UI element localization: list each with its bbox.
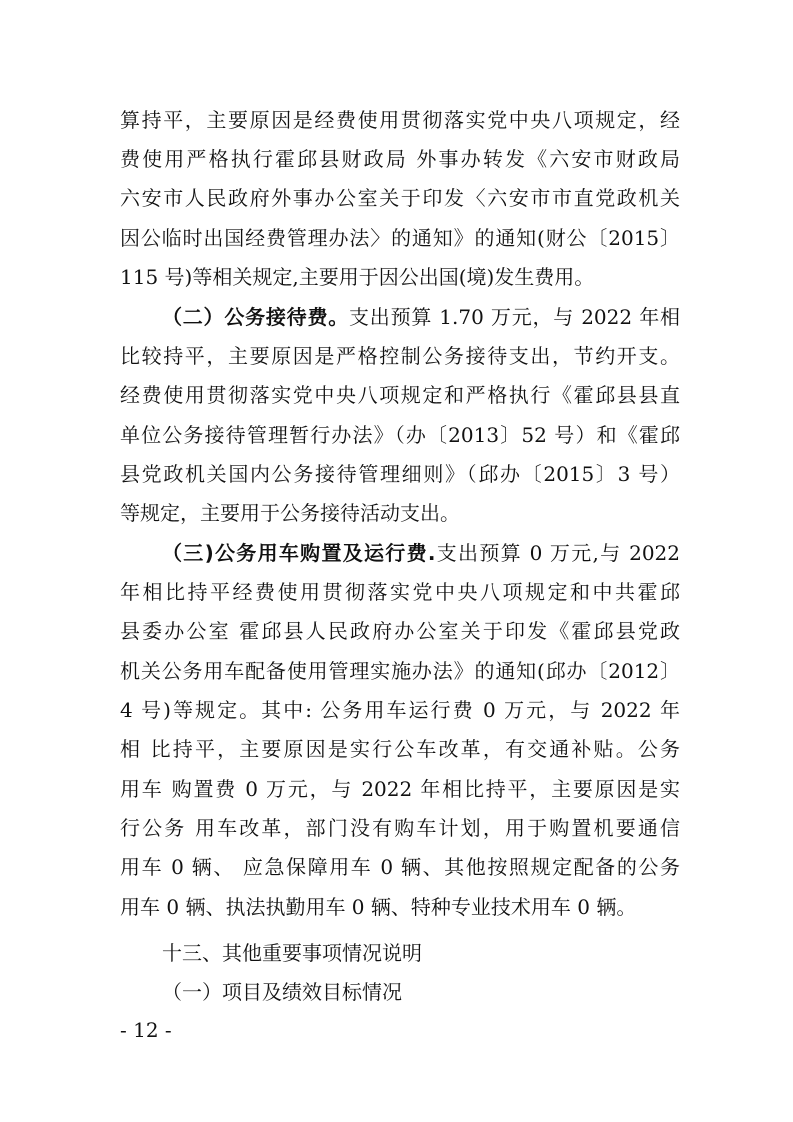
paragraph-first-line: [162, 537, 680, 569]
paragraph-lead-heading: （二）公务接待费。: [162, 305, 350, 329]
section-heading: 十三、其他重要事项情况说明: [162, 941, 422, 965]
body-text-line: 用车 0 辆、 应急保障用车 0 辆、其他按照规定配备的公务: [120, 855, 680, 879]
body-text-line: 等规定，主要用于公务接待活动支出。: [120, 501, 460, 525]
body-text-line: 县委办公室 霍邱县人民政府办公室关于印发《霍邱县党政: [120, 619, 680, 643]
body-text-line: 年相比持平经费使用贯彻落实党中央八项规定和中共霍邱: [120, 580, 680, 604]
body-text-line: 相 比持平，主要原因是实行公车改革，有交通补贴。公务: [120, 737, 680, 761]
body-text-line: 六安市人民政府外事办公室关于印发〈六安市市直党政机关: [120, 186, 680, 210]
paragraph-first-line-text: 支出预算 0 万元,与 2022: [435, 541, 680, 565]
paragraph-first-line-text: 支出预算 1.70 万元，与 2022 年相: [349, 305, 680, 329]
body-text-line: 费使用严格执行霍邱县财政局 外事办转发《六安市财政局: [120, 147, 680, 171]
paragraph-first-line: [162, 301, 680, 333]
body-text-line: 115 号)等相关规定,主要用于因公出国(境)发生费用。: [120, 265, 595, 289]
body-text-line: 经费使用贯彻落实党中央八项规定和严格执行《霍邱县县直: [120, 383, 680, 407]
body-text-line: 县党政机关国内公务接待管理细则》（邱办〔2015〕3 号）: [120, 462, 680, 486]
subsection-heading: （一）项目及绩效目标情况: [162, 980, 402, 1004]
body-text-line: 算持平，主要原因是经费使用贯彻落实党中央八项规定，经: [120, 108, 680, 132]
page-number: - 12 -: [120, 1018, 172, 1042]
body-text-line: 因公临时出国经费管理办法〉的通知》的通知(财公〔2015〕: [120, 226, 680, 250]
body-text-line: 用车 0 辆、执法执勤用车 0 辆、特种专业技术用车 0 辆。: [120, 895, 637, 919]
body-text-line: 单位公务接待管理暂行办法》（办〔2013〕52 号）和《霍邱: [120, 423, 680, 447]
paragraph-lead-heading: （三)公务用车购置及运行费.: [162, 541, 436, 565]
body-text-line: 用车 购置费 0 万元，与 2022 年相比持平，主要原因是实: [120, 777, 680, 801]
body-text-line: 机关公务用车配备使用管理实施办法》的通知(邱办〔2012〕: [120, 659, 680, 683]
body-text-line: 4 号)等规定。其中: 公务用车运行费 0 万元，与 2022 年: [120, 698, 680, 722]
body-text-line: 比较持平，主要原因是严格控制公务接待支出，节约开支。: [120, 344, 680, 368]
body-text-line: 行公务 用车改革，部门没有购车计划，用于购置机要通信: [120, 816, 680, 840]
